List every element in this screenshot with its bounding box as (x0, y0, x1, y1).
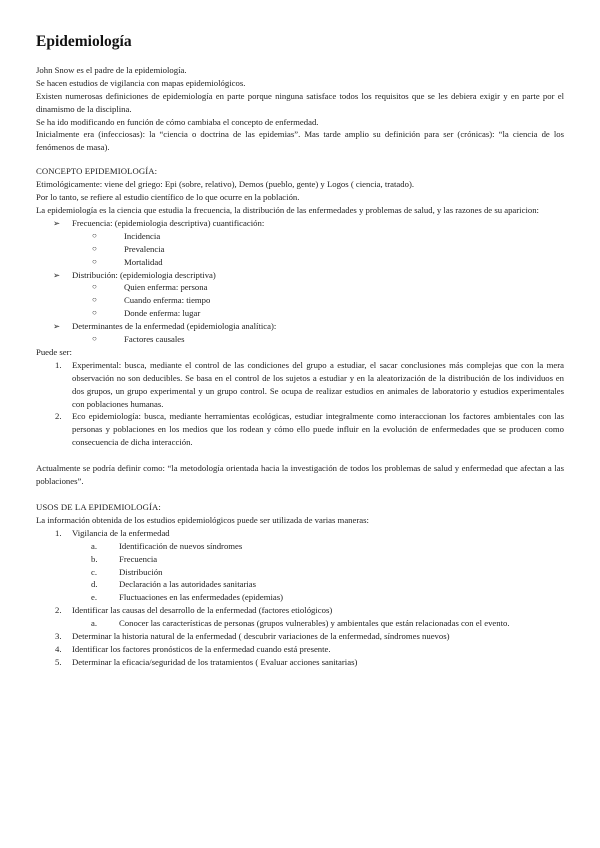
list-item: ○ Factores causales (92, 334, 185, 345)
intro-line: Existen numerosas definiciones de epidemiología en parte porque ninguna satisface todos los requisitos que se les debiera exigir y en parte por el dinamismo de la disciplina. (36, 90, 564, 114)
list-item: ○ Quien enferma: persona (92, 282, 208, 293)
list-item: ○ Incidencia (92, 230, 161, 241)
usos-section (36, 501, 564, 669)
circle-bullet-icon: ○ (92, 282, 97, 292)
intro-line: Se hacen estudios de vigilancia con mapas epidemiológicos. (36, 77, 246, 88)
intro-section (36, 64, 564, 154)
list-item: 3. Determinar la historia natural de la enfermedad ( descubrir variaciones de la enfermedad, síndromes nuevos) (55, 631, 450, 642)
document-title: Epidemiología (36, 33, 132, 50)
list-item: b. Frecuencia (91, 553, 158, 564)
types-list (36, 359, 564, 449)
circle-bullet-icon: ○ (92, 243, 97, 253)
section-heading: USOS DE LA EPIDEMIOLOGÍA: (36, 502, 161, 512)
list-item: ○ Prevalencia (92, 243, 165, 254)
list-item: d. Declaración a las autoridades sanitarias (91, 579, 257, 590)
intro-line: John Snow es el padre de la epidemiología. (36, 64, 187, 75)
list-item: 1. Vigilancia de la enfermedad (55, 527, 170, 538)
concepto-section (36, 165, 564, 488)
list-item: a. Conocer las características de personas (grupos vulnerables) y ambientales que están relacionadas con el evento. (91, 618, 510, 629)
circle-bullet-icon: ○ (92, 230, 97, 240)
list-item: a. Identificación de nuevos síndromes (91, 540, 243, 551)
list-item: 1. Experimental: busca, mediante el control de las condiciones del grupo a estudiar, el sacar conclusiones más complejas que con la mera observación no son deducibles. Se basa en el control de los sujetos a estudiar y en la aleatorización de la distribución de los individuos en dos grupos, un grupo experimental y un grupo control. Se ocupa de realizar estudios en animales de laboratorio y estudios experimentales con poblaciones humanas. (55, 359, 564, 409)
document-page (36, 33, 564, 669)
puede-ser-label: Puede ser: (36, 346, 72, 357)
list-item: ➢ Frecuencia: (epidemiologia descriptiva) cuantificación: (53, 217, 265, 228)
list-item: ➢ Distribución: (epidemiologia descriptiva) (53, 269, 216, 280)
arrow-bullet-icon: ➢ (53, 269, 61, 280)
circle-bullet-icon: ○ (92, 308, 97, 318)
circle-bullet-icon: ○ (92, 256, 97, 266)
intro-line: Se ha ido modificando en función de cómo cambiaba el concepto de enfermedad. (36, 116, 319, 127)
circle-bullet-icon: ○ (92, 295, 97, 305)
list-item: e. Fluctuaciones en las enfermedades (epidemias) (91, 592, 284, 603)
concepto-line: La epidemiología es la ciencia que estudia la frecuencia, la distribución de las enfermedades y problemas de salud, y las razones de su aparicion: (36, 204, 539, 215)
arrow-bullet-icon: ➢ (53, 321, 61, 332)
concepto-line: Etimológicamente: viene del griego: Epi (sobre, relativo), Demos (pueblo, gente) y Logos ( ciencia, tratado). (36, 179, 415, 190)
list-item: 4. Identificar los factores pronósticos de la enfermedad cuando está presente. (55, 643, 331, 654)
list-item: c. Distribución (91, 566, 163, 577)
list-item: 2. Identificar las causas del desarrollo de la enfermedad (factores etiológicos) (55, 605, 333, 616)
usos-intro: La información obtenida de los estudios epidemiológicos puede ser utilizada de varias maneras: (36, 514, 369, 525)
list-item: ➢ Determinantes de la enfermedad (epidemiologia analítica): (53, 321, 277, 332)
section-heading: CONCEPTO EPIDEMIOLOGÍA: (36, 166, 158, 177)
concepto-line: Por lo tanto, se refiere al estudio científico de lo que ocurre en la población. (36, 192, 300, 203)
list-item: ○ Cuando enferma: tiempo (92, 295, 211, 306)
aparicion-list (36, 217, 564, 346)
list-item: ○ Mortalidad (92, 256, 163, 267)
list-item: 5. Determinar la eficacia/seguridad de los tratamientos ( Evaluar acciones sanitarias) (55, 656, 358, 667)
usos-list (36, 527, 564, 669)
circle-bullet-icon: ○ (92, 334, 97, 344)
list-item: ○ Donde enferma: lugar (92, 308, 201, 319)
arrow-bullet-icon: ➢ (53, 217, 61, 228)
intro-line: Inicialmente era (infecciosas): la “ciencia o doctrina de las epidemias”. Mas tarde amplio su definición para ser (crónicas): “la ciencia de los fenómenos de masa). (36, 129, 564, 153)
list-item: 2. Eco epidemiología: busca, mediante herramientas ecológicas, estudiar integralmente como interaccionan los factores ambientales con las personas y poblaciones en los medios que los rodean y cómo ello puede influir en la evolución de enfermedades que se producen como consecuencia de dicha interacción. (55, 411, 564, 448)
actual-definition: Actualmente se podría definir como: “la metodología orientada hacia la investigación de todos los problemas de salud y enfermedad que afectan a las poblaciones”. (36, 463, 564, 487)
